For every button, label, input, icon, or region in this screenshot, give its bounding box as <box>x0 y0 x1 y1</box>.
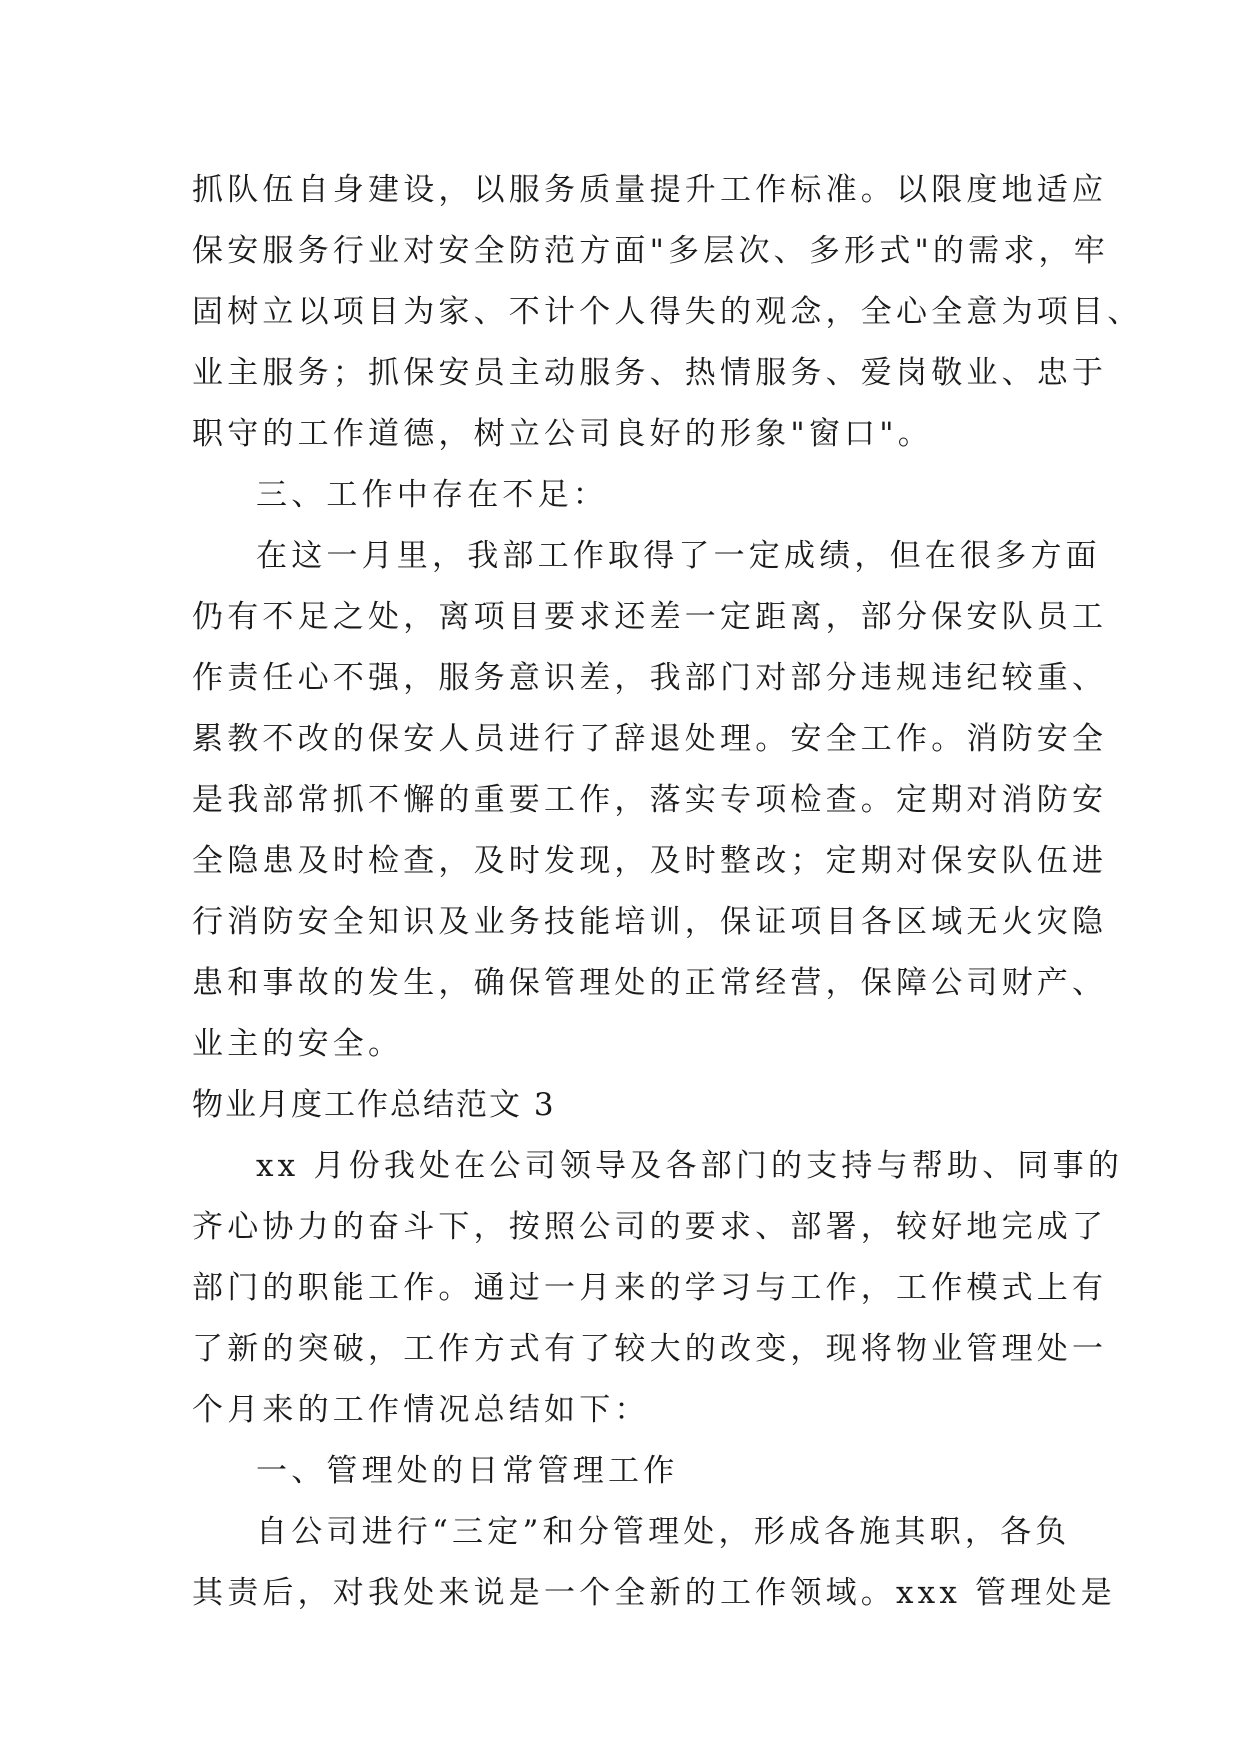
text-line: 职守的工作道德，树立公司良好的形象"窗口"。 <box>192 416 933 452</box>
text-line: 抓队伍自身建设，以服务质量提升工作标准。以限度地适应 <box>192 172 1108 208</box>
text-line: 仍有不足之处，离项目要求还差一定距离，部分保安队员工 <box>192 599 1108 635</box>
text-line: 个月来的工作情况总结如下： <box>192 1392 650 1428</box>
document-body <box>192 160 1143 1624</box>
text-line: 累教不改的保安人员进行了辞退处理。安全工作。消防安全 <box>192 721 1108 757</box>
section-heading: 一、管理处的日常管理工作 <box>256 1453 679 1489</box>
section-heading: 三、工作中存在不足： <box>256 477 608 513</box>
text-line: 业主服务；抓保安员主动服务、热情服务、爱岗敬业、忠于 <box>192 355 1108 391</box>
paragraph-start: xx 月份我处在公司领导及各部门的支持与帮助、同事的 <box>256 1148 1124 1184</box>
text-line: 全隐患及时检查，及时发现，及时整改；定期对保安队伍进 <box>192 843 1108 879</box>
paragraph-start: 自公司进行“三定”和分管理处，形成各施其职，各负 <box>256 1514 1071 1550</box>
text-line: 业主的安全。 <box>192 1026 404 1062</box>
article-title: 物业月度工作总结范文 3 <box>192 1087 556 1123</box>
text-line: 保安服务行业对安全防范方面"多层次、多形式"的需求，牢 <box>192 233 1109 269</box>
text-line: 行消防安全知识及业务技能培训，保证项目各区域无火灾隐 <box>192 904 1108 940</box>
text-line: 固树立以项目为家、不计个人得失的观念，全心全意为项目、 <box>192 294 1143 330</box>
text-line: 齐心协力的奋斗下，按照公司的要求、部署，较好地完成了 <box>192 1209 1108 1245</box>
text-line: 作责任心不强，服务意识差，我部门对部分违规违纪较重、 <box>192 660 1108 696</box>
text-line: 其责后，对我处来说是一个全新的工作领域。xxx 管理处是 <box>192 1575 1116 1611</box>
text-line: 是我部常抓不懈的重要工作，落实专项检查。定期对消防安 <box>192 782 1108 818</box>
paragraph-start: 在这一月里，我部工作取得了一定成绩，但在很多方面 <box>256 538 1101 574</box>
text-line: 患和事故的发生，确保管理处的正常经营，保障公司财产、 <box>192 965 1108 1001</box>
text-line: 部门的职能工作。通过一月来的学习与工作，工作模式上有 <box>192 1270 1108 1306</box>
text-line: 了新的突破，工作方式有了较大的改变，现将物业管理处一 <box>192 1331 1108 1367</box>
